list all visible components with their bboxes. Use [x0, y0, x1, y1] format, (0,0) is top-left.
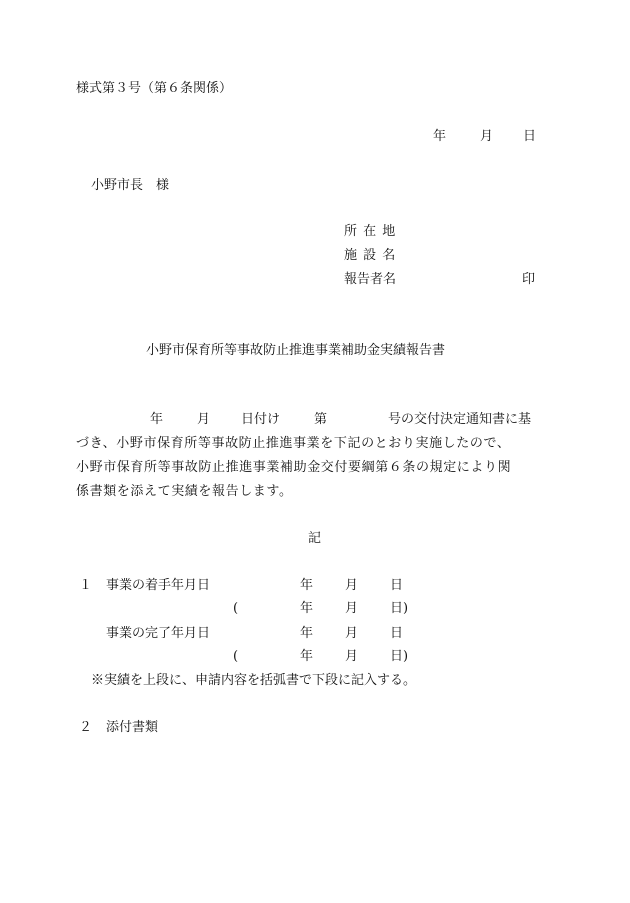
date-day-label: 日: [523, 129, 537, 144]
item1-end-paren-day: 日): [390, 649, 409, 664]
location-label: 所 在 地: [344, 224, 397, 239]
item1-start-year: 年: [300, 578, 314, 593]
item1-end-paren-open: (: [233, 649, 239, 664]
body-dated-label: 日付け: [241, 412, 281, 427]
item1-start-paren-open: (: [233, 601, 239, 616]
item2-label: 添付書類: [106, 720, 159, 735]
body-line3: 小野市保育所等事故防止推進事業補助金交付要綱第６条の規定により関: [76, 460, 512, 475]
body-line1-rest: 号の交付決定通知書に基: [388, 412, 532, 427]
addressee: 小野市長 様: [91, 178, 170, 193]
body-year-label: 年: [150, 412, 164, 427]
item1-start-month: 月: [345, 578, 359, 593]
item1-end-paren-month: 月: [345, 649, 359, 664]
ki-heading: 記: [308, 531, 322, 546]
item1-note: ※実績を上段に、申請内容を括弧書で下段に記入する。: [91, 673, 417, 688]
item1-start-paren-day: 日): [390, 601, 409, 616]
reporter-name-label: 報告者名: [344, 272, 397, 287]
seal-mark: 印: [522, 272, 536, 287]
item1-start-day: 日: [390, 578, 404, 593]
facility-label: 施 設 名: [344, 248, 397, 263]
date-month-label: 月: [480, 129, 494, 144]
item2-number: ２: [79, 720, 93, 735]
date-year-label: 年: [433, 129, 447, 144]
document-title: 小野市保育所等事故防止推進事業補助金実績報告書: [146, 343, 446, 358]
body-month-label: 月: [197, 412, 211, 427]
item1-end-month: 月: [345, 626, 359, 641]
item1-start-paren-year: 年: [300, 601, 314, 616]
body-line2: づき、小野市保育所等事故防止推進事業を下記のとおり実施したので、: [76, 436, 511, 451]
item1-start-paren-month: 月: [345, 601, 359, 616]
item1-end-paren-year: 年: [300, 649, 314, 664]
item1-number: １: [79, 578, 93, 593]
item1-end-day: 日: [390, 626, 404, 641]
body-line4: 係書類を添えて実績を報告します。: [76, 484, 293, 499]
form-number: 様式第３号（第６条関係）: [76, 81, 233, 96]
body-dai-label: 第: [314, 412, 328, 427]
item1-end-label: 事業の完了年月日: [106, 626, 211, 641]
item1-start-label: 事業の着手年月日: [106, 578, 211, 593]
item1-end-year: 年: [300, 626, 314, 641]
